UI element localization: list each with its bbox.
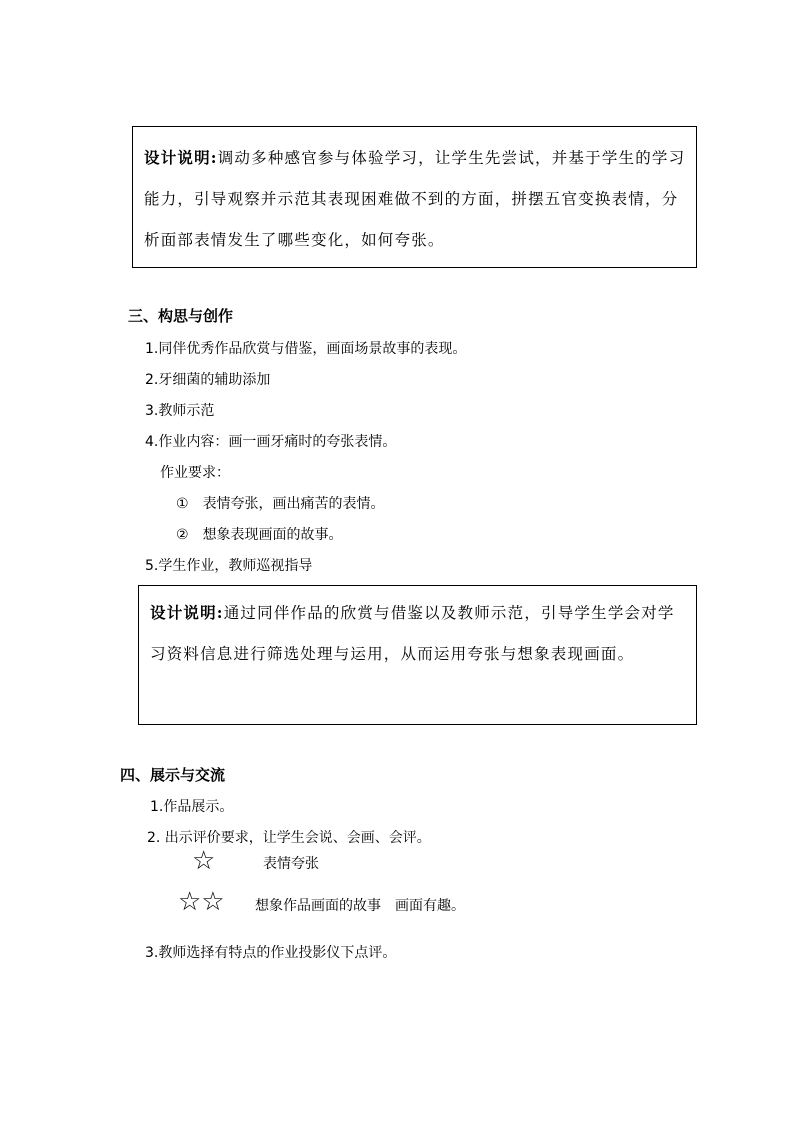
list-item: 5.学生作业，教师巡视指导 [145,558,313,574]
rating-text: 想象作品画面的故事 画面有趣。 [255,898,465,914]
requirement-marker: ① [176,496,189,512]
list-item: 3.教师选择有特点的作业投影仪下点评。 [145,945,397,961]
design-note-box-1 [132,126,697,268]
rating-text: 表情夸张 [263,856,319,872]
list-item: 2.牙细菌的辅助添加 [145,372,271,388]
requirements-label: 作业要求： [160,465,230,481]
list-item: 1.作品展示。 [150,799,234,815]
design-note-box-2 [138,585,697,725]
design-note-lead: 设计说明: [150,603,224,622]
design-note-text: 通过同伴作品的欣赏与借鉴以及教师示范，引导学生学会对学习资料信息进行筛选处理与运用，从而运用夸张与想象表现画面。 [150,604,675,663]
list-item: 3.教师示范 [145,403,215,419]
requirement-item [176,524,343,544]
rating-row-1 [192,848,215,874]
design-note-text: 调动多种感官参与体验学习，让学生先尝试，并基于学生的学习能力，引导观察并示范其表现困难做不到的方面，拼摆五官变换表情，分析面部表情发生了哪些变化，如何夸张。 [144,149,686,249]
star-icon: ☆ [192,846,216,876]
list-item: 2. 出示评价要求，让学生会说、会画、会评。 [147,830,431,846]
requirement-item [176,493,385,513]
rating-row-2 [178,889,225,915]
section-3-heading: 三、构思与创作 [128,307,234,325]
list-item: 1.同伴优秀作品欣赏与借鉴，画面场景故事的表现。 [145,341,467,357]
requirement-text: 想象表现画面的故事。 [202,527,343,543]
section-4-heading: 四、展示与交流 [120,766,226,784]
list-item: 4.作业内容：画一画牙痛时的夸张表情。 [145,434,397,450]
requirement-text: 表情夸张，画出痛苦的表情。 [202,496,385,512]
requirement-marker: ② [176,527,189,543]
star-icon: ☆☆ [178,887,225,917]
design-note-lead: 设计说明: [144,148,218,167]
